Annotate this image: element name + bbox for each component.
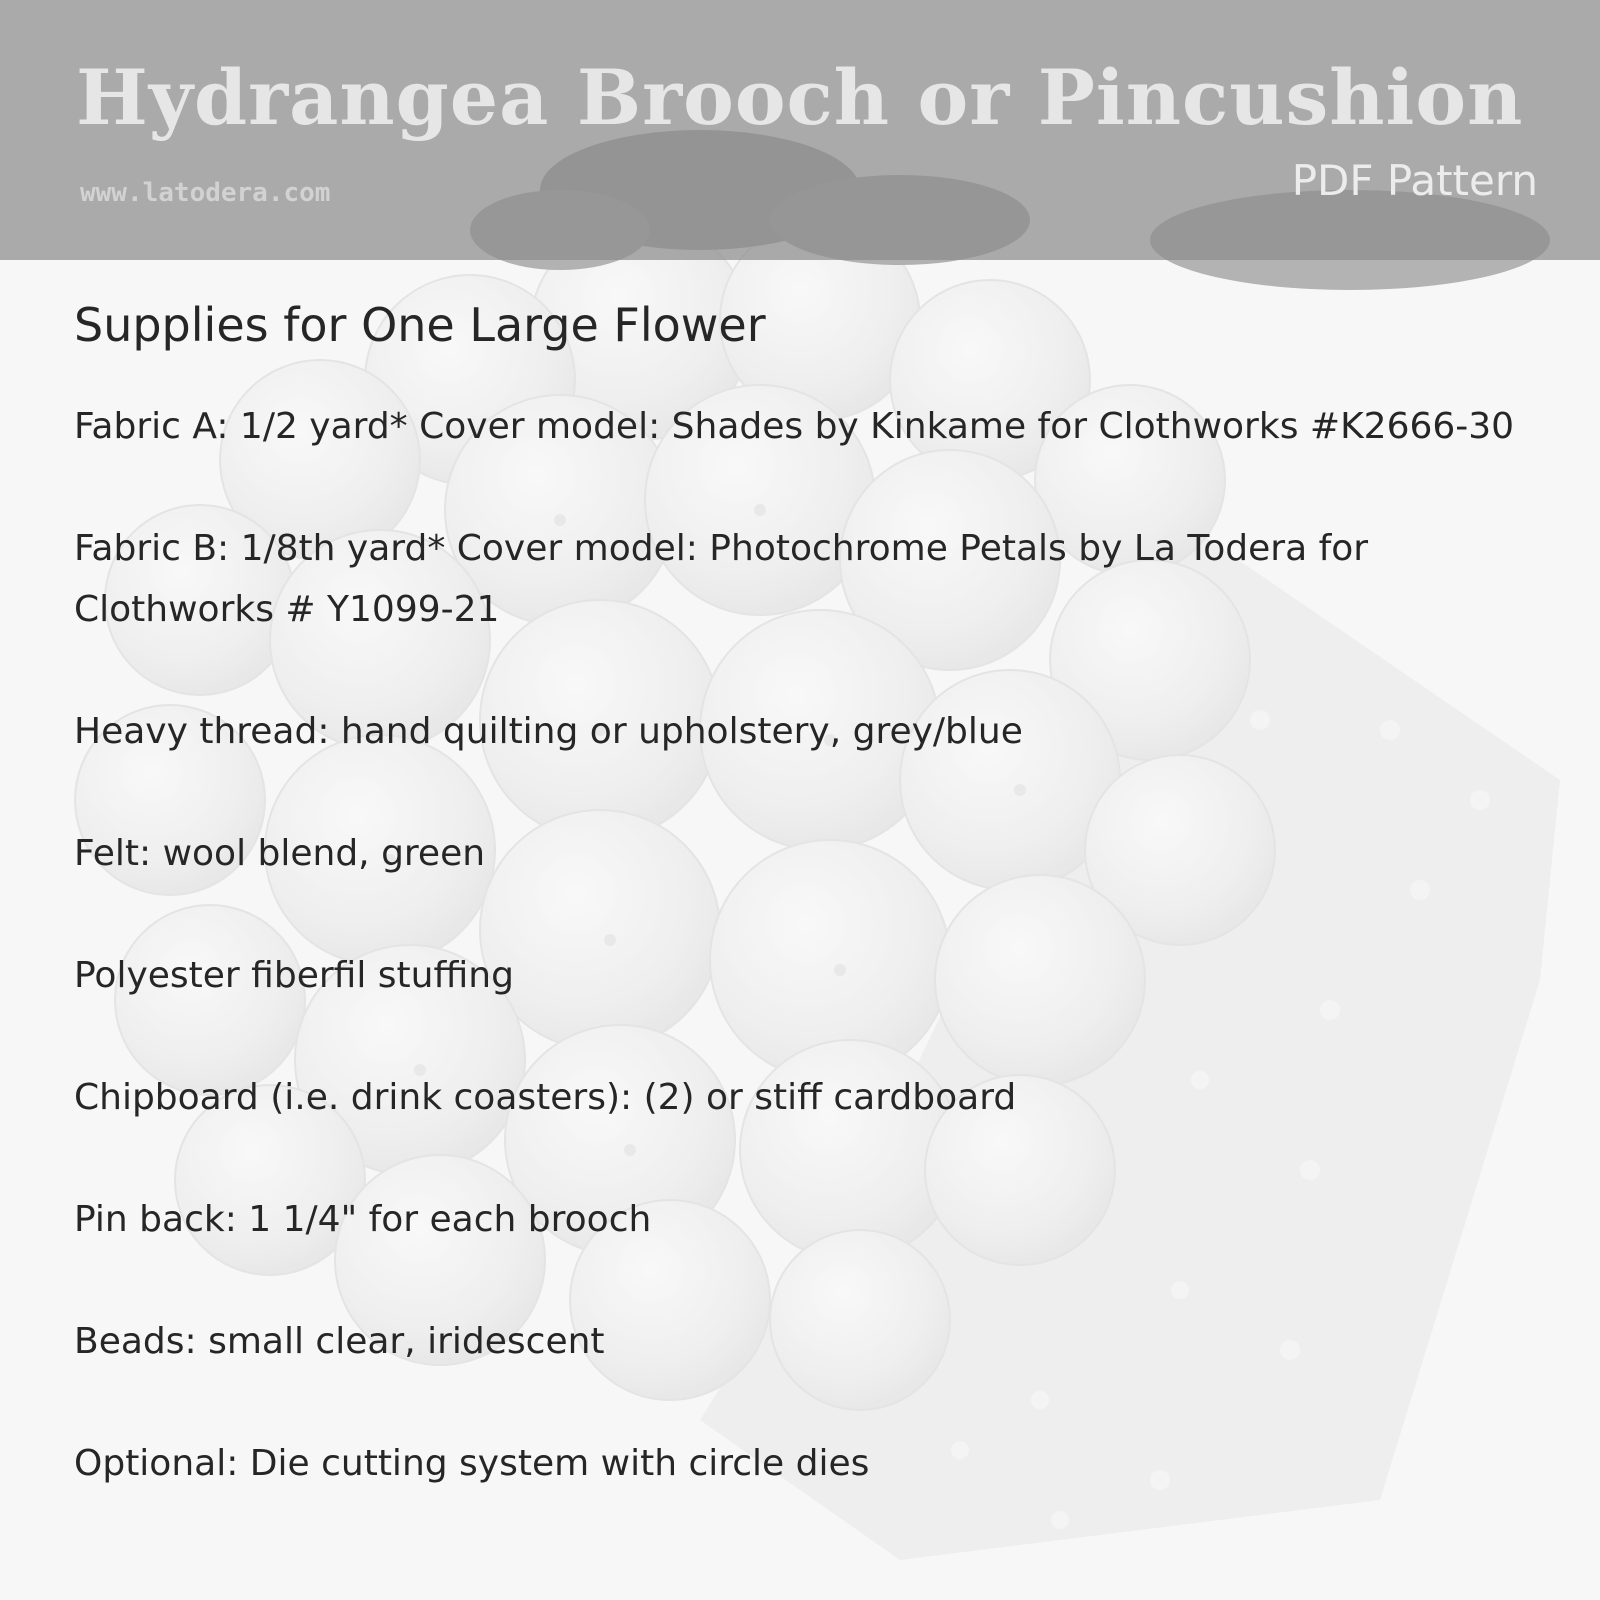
supply-item-heavy-thread: Heavy thread: hand quilting or upholstery, grey/blue [74, 710, 1023, 752]
supplies-heading: Supplies for One Large Flower [74, 298, 766, 352]
supply-item-die-cutting: Optional: Die cutting system with circle dies [74, 1442, 870, 1484]
supplies-section [74, 296, 1534, 1555]
supply-item-fabric-a: Fabric A: 1/2 yard* Cover model: Shades by Kinkame for Clothworks #K2666-30 [74, 405, 1515, 447]
supply-item-stuffing: Polyester fiberfil stuffing [74, 954, 514, 996]
supply-list [74, 396, 1534, 1494]
website-url: www.latodera.com [80, 178, 331, 208]
supply-item-felt: Felt: wool blend, green [74, 832, 486, 874]
supply-item-beads: Beads: small clear, iridescent [74, 1320, 605, 1362]
page-title: Hydrangea Brooch or Pincushion [76, 53, 1524, 142]
pdf-pattern-subtitle: PDF Pattern [1291, 156, 1538, 205]
supply-item-fabric-b: Fabric B: 1/8th yard* Cover model: Photochrome Petals by La Todera for Clothworks # Y1099-21 [74, 527, 1369, 630]
supply-item-chipboard: Chipboard (i.e. drink coasters): (2) or stiff cardboard [74, 1076, 1017, 1118]
supply-item-pin-back: Pin back: 1 1/4" for each brooch [74, 1198, 652, 1240]
title-banner [0, 0, 1600, 260]
